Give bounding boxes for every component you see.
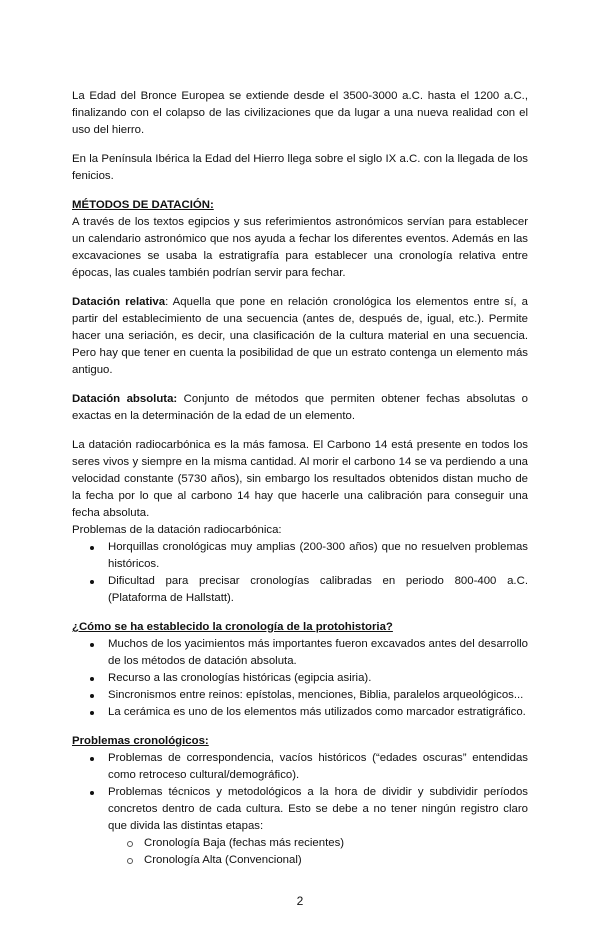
text: La datación radiocarbónica es la más famosa. El Carbono 14 está presente en todos los seres vivos y siempre en la misma cantidad. Al morir el carbono 14 se va perdiendo a una velocidad constante (5730 años), sin embargo los resultados obtenidos distan mucho de la fecha por lo que al carbono 14 hay que hacerle una calibración para conseguir una fecha absoluta. bbox=[72, 439, 528, 519]
paragraph-bronce bbox=[72, 88, 528, 139]
paragraph-hierro bbox=[72, 151, 528, 185]
list-item: Horquillas cronológicas muy amplias (200-300 años) que no resuelven problemas históricos. bbox=[72, 539, 528, 573]
bullet-list bbox=[72, 750, 528, 869]
term-label: Datación relativa bbox=[72, 296, 166, 308]
sub-list-item: Cronología Alta (Convencional) bbox=[72, 852, 528, 869]
bullet-list bbox=[72, 539, 528, 607]
section-problemas bbox=[72, 733, 528, 869]
list-item: Dificultad para precisar cronologías calibradas en periodo 800-400 a.C. (Plataforma de Hallstatt). bbox=[72, 573, 528, 607]
term-label: Datación absoluta: bbox=[72, 393, 178, 405]
list-item: Sincronismos entre reinos: epístolas, menciones, Biblia, paralelos arqueológicos... bbox=[72, 687, 528, 704]
bullet-list bbox=[72, 636, 528, 721]
text: : Aquella que pone en relación cronológica los elementos entre sí, a partir del establecimiento de una secuencia (antes de, después de, igual, etc.). Permite hacer una seriación, es decir, una clasificación de la cultura material en una secuencia. Pero hay que tener en cuenta la posibilidad de que un estrato contenga un elemento más antiguo. bbox=[72, 296, 528, 376]
section-heading: ¿Cómo se ha establecido la cronología de la protohistoria? bbox=[72, 621, 393, 633]
list-item: La cerámica es uno de los elementos más utilizados como marcador estratigráfico. bbox=[72, 704, 528, 721]
list-item: Problemas técnicos y metodológicos a la hora de dividir y subdividir períodos concretos dentro de cada cultura. Esto se debe a no tener ningún registro claro que divida las distintas etapas: bbox=[72, 784, 528, 835]
section-protohistoria bbox=[72, 619, 528, 721]
section-heading: MÉTODOS DE DATACIÓN: bbox=[72, 199, 214, 211]
text: La Edad del Bronce Europea se extiende desde el 3500-3000 a.C. hasta el 1200 a.C., finalizando con el colapso de las civilizaciones que da lugar a una nueva realidad con el uso del hierro. bbox=[72, 90, 528, 136]
paragraph-absoluta bbox=[72, 391, 528, 425]
list-item: Problemas de correspondencia, vacíos históricos (“edades oscuras” entendidas como retroceso cultural/demográfico). bbox=[72, 750, 528, 784]
section-heading: Problemas cronológicos: bbox=[72, 735, 209, 747]
text: Problemas de la datación radiocarbónica: bbox=[72, 524, 282, 536]
section-radiocarbono bbox=[72, 437, 528, 607]
list-item: Recurso a las cronologías históricas (egipcia asiria). bbox=[72, 670, 528, 687]
text: En la Península Ibérica la Edad del Hierro llega sobre el siglo IX a.C. con la llegada de los fenicios. bbox=[72, 153, 528, 182]
section-metodos bbox=[72, 197, 528, 282]
paragraph-relativa bbox=[72, 294, 528, 379]
text: A través de los textos egipcios y sus referimientos astronómicos servían para establecer un calendario astronómico que nos ayuda a fechar los diferentes eventos. Además en las excavaciones se usaba la estratigrafía para establecer una cronología relativa entre épocas, las cuales también podrían servir para fechar. bbox=[72, 216, 528, 279]
document-page bbox=[72, 0, 528, 929]
list-item: Muchos de los yacimientos más importantes fueron excavados antes del desarrollo de los métodos de datación absoluta. bbox=[72, 636, 528, 670]
page-number: 2 bbox=[296, 894, 304, 908]
sub-list-item: Cronología Baja (fechas más recientes) bbox=[72, 835, 528, 852]
text: Conjunto de métodos que permiten obtener fechas absolutas o exactas en la determinación de la edad de un elemento. bbox=[72, 393, 528, 422]
